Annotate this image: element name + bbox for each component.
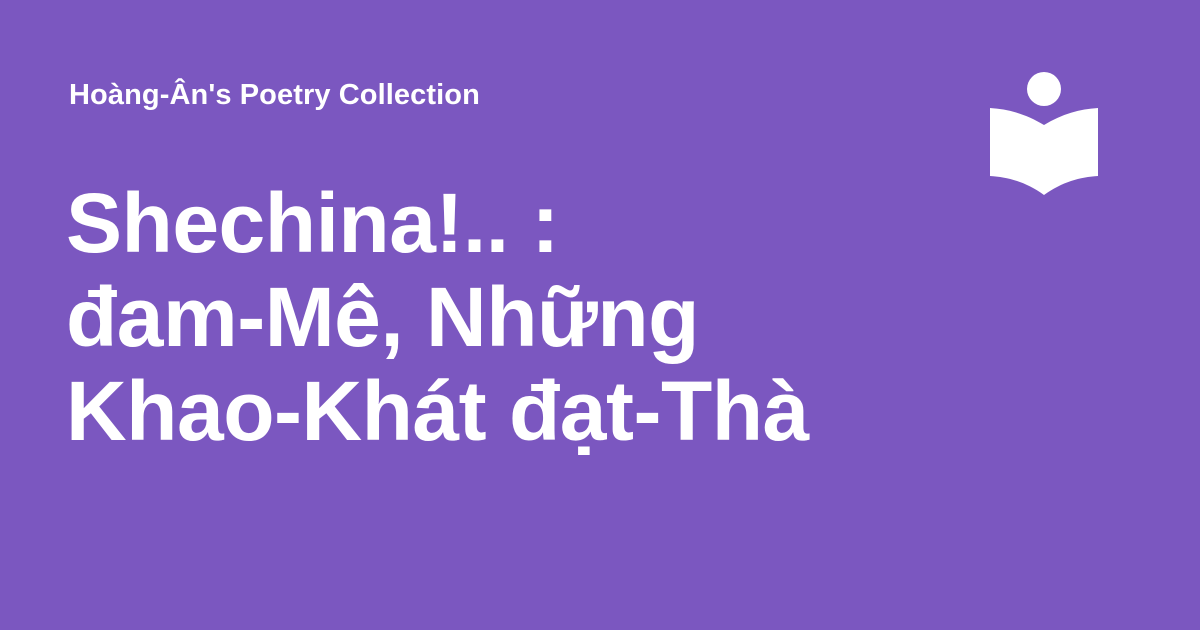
- poem-title-line-3: Khao-Khát đạt-Thà: [66, 364, 809, 458]
- collection-name: Hoàng-Ân's Poetry Collection: [69, 79, 480, 111]
- poem-title-line-1: Shechina!.. :: [66, 176, 559, 270]
- reader-book-icon: [988, 70, 1100, 198]
- poem-title: [66, 176, 966, 458]
- poem-title-line-2: đam-Mê, Những: [66, 270, 699, 364]
